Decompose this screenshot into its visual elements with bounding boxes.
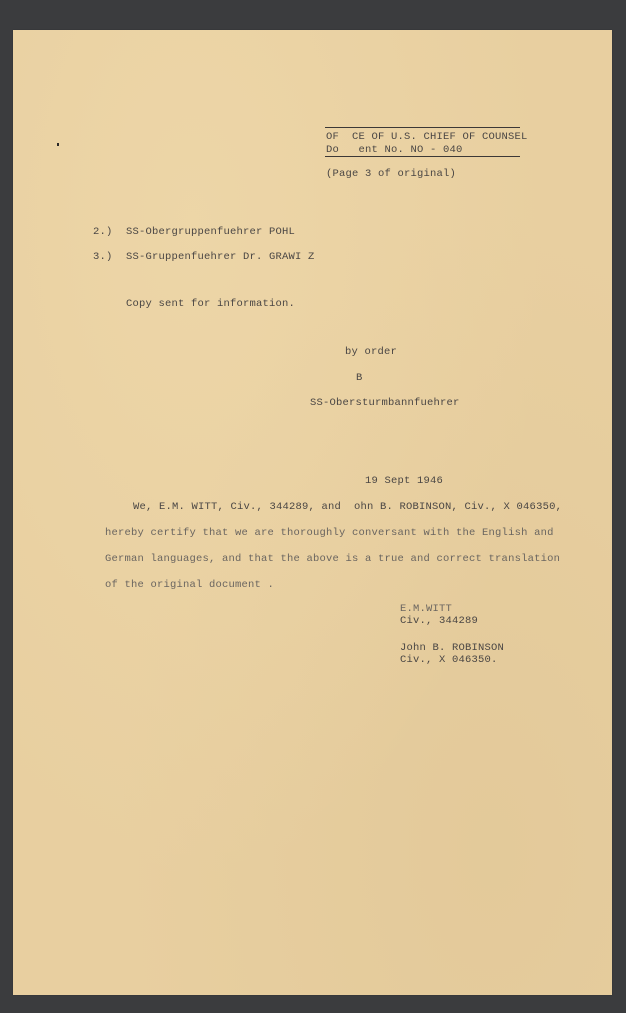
signatory-id: Civ., 344289	[400, 615, 479, 627]
certification-line: German languages, and that the above is a true and correct translation	[105, 553, 561, 565]
document-page	[13, 30, 612, 995]
certification-line: of the original document .	[105, 579, 275, 591]
header-bottom-rule	[325, 156, 520, 157]
copy-note: Copy sent for information.	[126, 298, 296, 310]
signatory-id: Civ., X 046350.	[400, 654, 498, 666]
certification-line: We, E.M. WITT, Civ., 344289, and ohn B. ROBINSON, Civ., X 046350,	[133, 501, 563, 513]
by-order: by order	[345, 346, 398, 358]
distribution-recipient: SS-Gruppenfuehrer Dr. GRAWI Z	[126, 251, 315, 263]
signer-rank: SS-Obersturmbannfuehrer	[310, 397, 460, 409]
distribution-number: 2.)	[93, 226, 113, 238]
office-heading: OF CE OF U.S. CHIEF OF COUNSEL	[326, 131, 528, 143]
document-number: Do ent No. NO - 040	[326, 144, 463, 156]
signatory-name: E.M.WITT	[400, 603, 453, 615]
certification-line: hereby certify that we are thoroughly conversant with the English and	[105, 527, 554, 539]
distribution-recipient: SS-Obergruppenfuehrer POHL	[126, 226, 296, 238]
signatory-name: John B. ROBINSON	[400, 642, 505, 654]
header-top-rule	[325, 127, 520, 128]
page-note: (Page 3 of original)	[326, 168, 457, 180]
distribution-number: 3.)	[93, 251, 113, 263]
signer-initial: B	[356, 372, 363, 384]
stray-ink-mark	[57, 143, 59, 146]
certification-date: 19 Sept 1946	[365, 475, 444, 487]
